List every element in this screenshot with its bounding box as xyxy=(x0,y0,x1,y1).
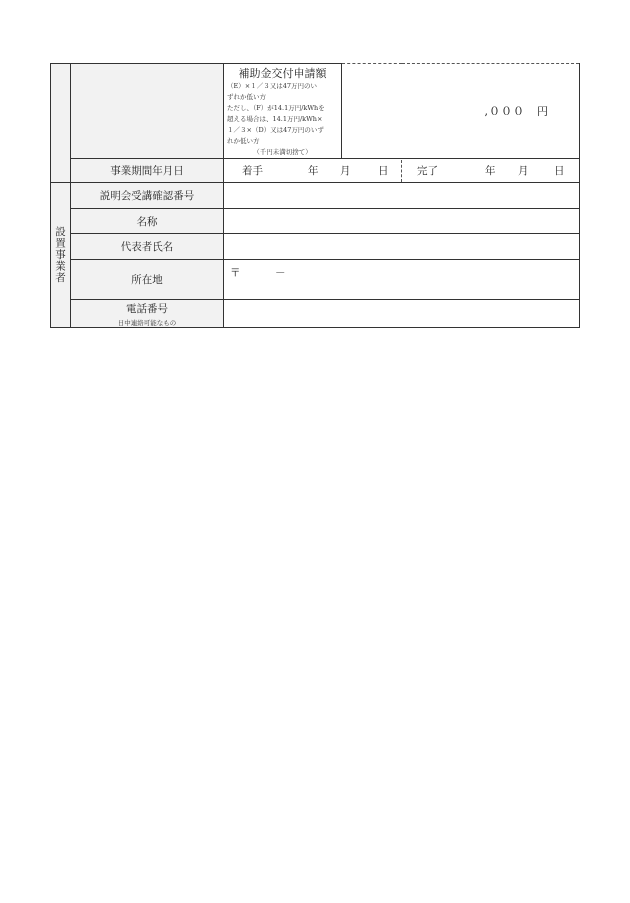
day-label: 日 xyxy=(554,165,565,177)
year-label: 年 xyxy=(308,165,319,177)
project-period-label: 事業期間年月日 xyxy=(71,159,224,183)
address-row xyxy=(51,260,580,300)
briefing-number-row xyxy=(51,183,580,209)
phone-label-cell xyxy=(71,300,224,328)
representative-label: 代表者氏名 xyxy=(71,234,224,260)
start-date-field[interactable] xyxy=(224,160,402,182)
postal-dash: － xyxy=(275,267,286,279)
installer-section-label: 設置事業者 xyxy=(54,226,66,284)
start-label: 着手 xyxy=(242,165,263,177)
subsidy-amount-row xyxy=(51,64,580,159)
month-label: 月 xyxy=(518,165,529,177)
phone-row xyxy=(51,300,580,328)
name-row xyxy=(51,209,580,234)
subsidy-amount-field[interactable] xyxy=(342,64,580,159)
month-label: 月 xyxy=(340,165,351,177)
briefing-number-label: 説明会受講確認番号 xyxy=(71,183,224,209)
upper-section-side-cell xyxy=(51,64,71,183)
amount-suffix: ,０００ 円 xyxy=(484,105,549,118)
subsidy-blank-label-cell xyxy=(71,64,224,159)
briefing-number-field[interactable] xyxy=(224,183,580,209)
subsidy-note-line: １／３×（D）又は47万円のいず xyxy=(227,126,324,134)
phone-field[interactable] xyxy=(224,300,580,328)
phone-note: 日中連絡可能なもの xyxy=(117,318,177,327)
subsidy-note-line: （E）×１／３又は47万円のい xyxy=(227,82,317,90)
end-label: 完了 xyxy=(417,165,438,177)
rounding-note: （千円未満切捨て） xyxy=(253,148,312,156)
subsidy-amount-title: 補助金交付申請額 xyxy=(238,67,327,80)
subsidy-note-line: ただし、（F）が14.1万円/kWhを xyxy=(227,104,325,112)
address-field[interactable] xyxy=(224,260,580,300)
project-period-row xyxy=(51,159,580,183)
project-period-field[interactable] xyxy=(224,159,580,183)
year-label: 年 xyxy=(485,165,496,177)
installer-section-label-cell xyxy=(51,183,71,328)
representative-row xyxy=(51,234,580,260)
phone-label: 電話番号 xyxy=(126,302,168,315)
representative-field[interactable] xyxy=(224,234,580,260)
subsidy-note-line: れか低い方 xyxy=(227,137,260,145)
application-form-table xyxy=(50,63,580,328)
name-field[interactable] xyxy=(224,209,580,234)
subsidy-note-line: ずれか低い方 xyxy=(227,93,266,101)
day-label: 日 xyxy=(378,165,389,177)
subsidy-note-line: 超える場合は、14.1万円/kWh× xyxy=(227,115,323,123)
end-date-field[interactable] xyxy=(402,160,579,182)
address-label: 所在地 xyxy=(71,260,224,300)
subsidy-amount-label-cell xyxy=(224,64,342,159)
name-label: 名称 xyxy=(71,209,224,234)
postal-mark: 〒 xyxy=(230,267,241,279)
